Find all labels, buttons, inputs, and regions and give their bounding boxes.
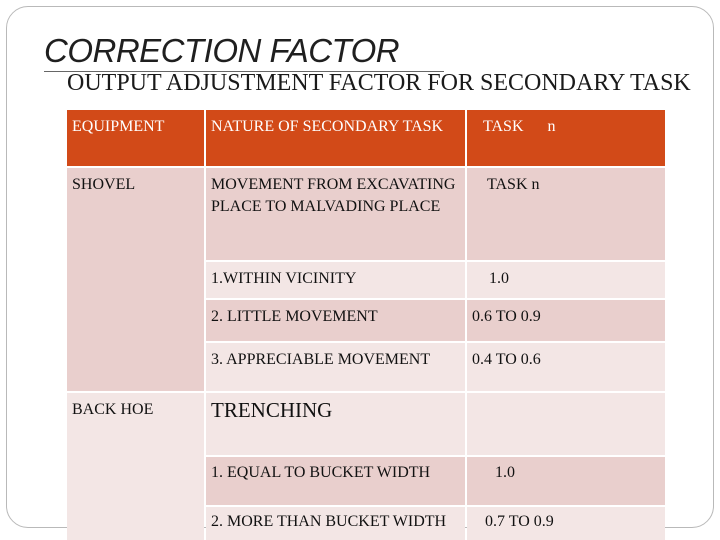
backhoe-row-nature: 2. MORE THAN BUCKET WIDTH [206, 507, 465, 540]
shovel-row-task: 1.0 [467, 262, 665, 298]
backhoe-row-task: 0.7 TO 0.9 [467, 507, 665, 540]
header-nature: NATURE OF SECONDARY TASK [206, 110, 465, 166]
backhoe-task-cell [467, 393, 665, 455]
shovel-nature-cell: MOVEMENT FROM EXCAVATING PLACE TO MALVADING PLACE [206, 168, 465, 260]
slide-subtitle: OUTPUT ADJUSTMENT FACTOR FOR SECONDARY TASK [67, 70, 691, 96]
header-task: TASK n [467, 110, 665, 166]
equipment-back-hoe: BACK HOE [67, 393, 204, 540]
shovel-row-task: 0.4 TO 0.6 [467, 343, 665, 391]
backhoe-nature-cell: TRENCHING [206, 393, 465, 455]
slide-title: CORRECTION FACTOR [44, 32, 400, 69]
shovel-row-nature: 3. APPRECIABLE MOVEMENT [206, 343, 465, 391]
backhoe-row-nature: 1. EQUAL TO BUCKET WIDTH [206, 457, 465, 505]
header-equipment: EQUIPMENT [67, 110, 204, 166]
backhoe-row-task: 1.0 [467, 457, 665, 505]
shovel-row-nature: 1.WITHIN VICINITY [206, 262, 465, 298]
shovel-task-cell: TASK n [467, 168, 665, 260]
shovel-row-nature: 2. LITTLE MOVEMENT [206, 300, 465, 341]
shovel-row-task: 0.6 TO 0.9 [467, 300, 665, 341]
equipment-shovel: SHOVEL [67, 168, 204, 391]
